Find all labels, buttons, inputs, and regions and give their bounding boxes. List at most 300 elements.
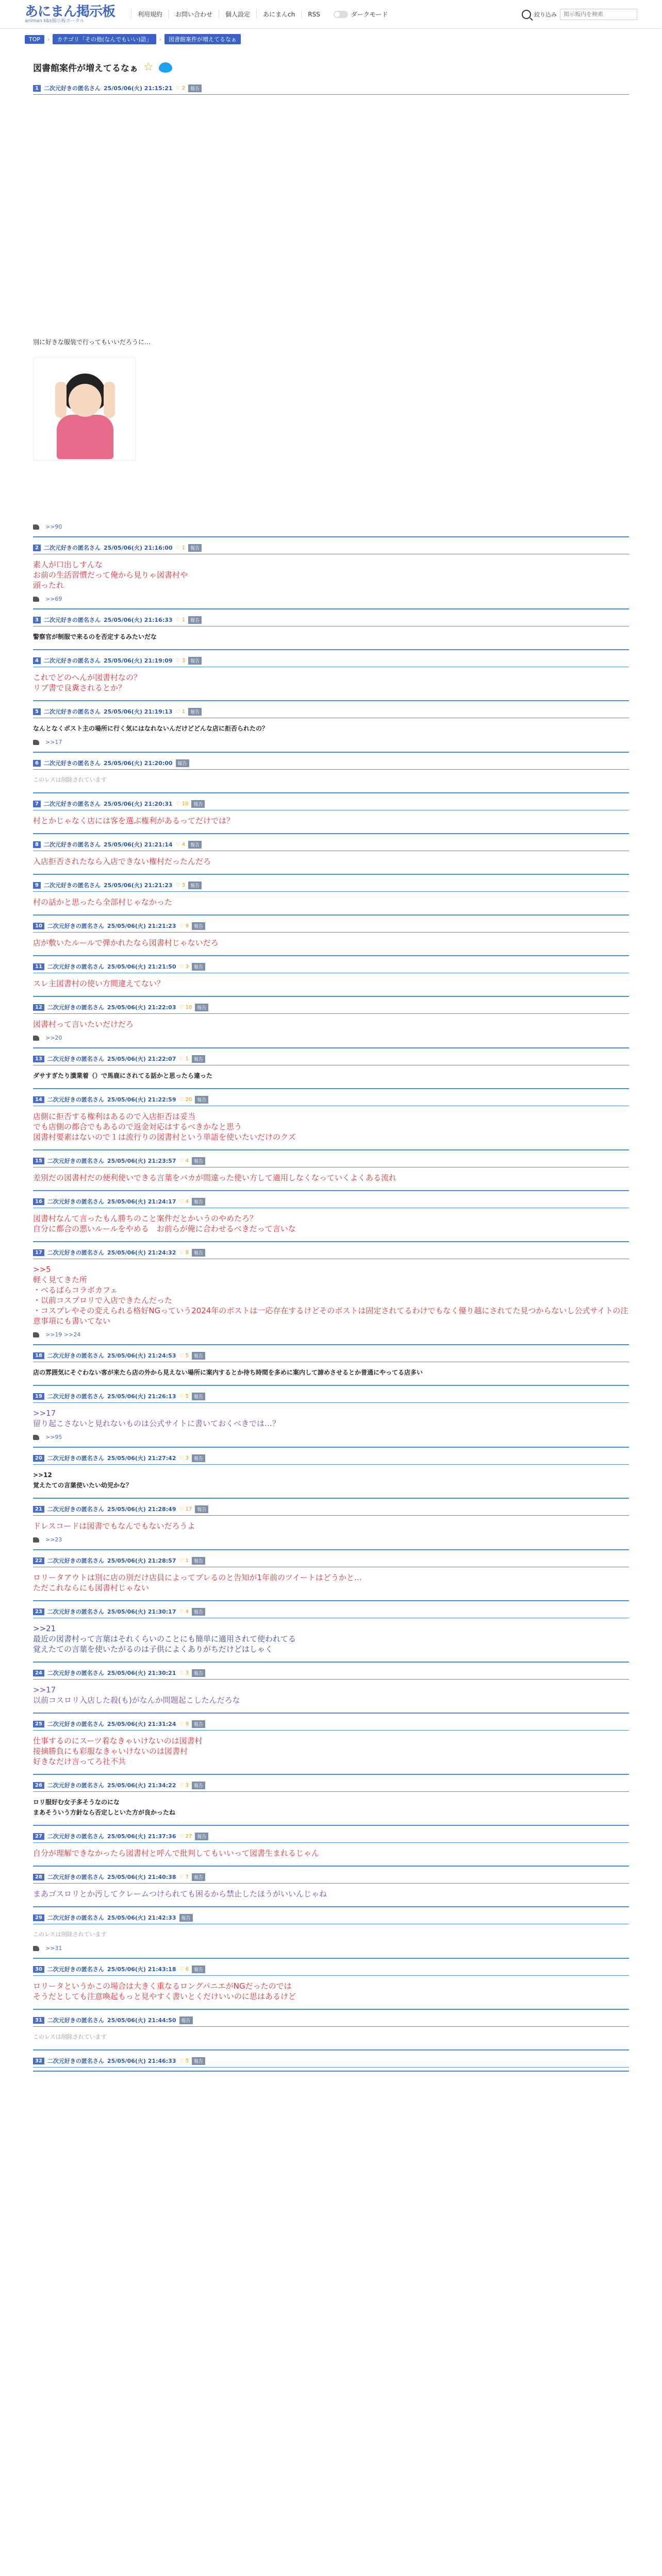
post-body: 別に好きな服装で行ってもいいだろうに… xyxy=(33,338,151,346)
post-date: 25/05/06(火) 21:37:36 xyxy=(107,1833,176,1840)
post-meta xyxy=(33,1607,629,1618)
post-meta xyxy=(33,1248,629,1259)
like-count[interactable]: ♡ 27 xyxy=(179,1834,192,1839)
nav-animanch[interactable]: あにまんch xyxy=(256,10,301,19)
reply-hand-icon xyxy=(33,597,39,602)
logo[interactable] xyxy=(25,5,118,24)
poster-name: 二次元好きの匿名さん xyxy=(47,1455,104,1462)
post-date: 25/05/06(火) 21:21:14 xyxy=(103,841,173,848)
like-count[interactable]: ♡ 4 xyxy=(179,1158,189,1164)
like-count[interactable]: ♡ 1 xyxy=(179,1056,189,1062)
report-button[interactable]: 報告 xyxy=(192,922,205,930)
reply-hand-icon xyxy=(33,1435,39,1440)
post-list xyxy=(33,539,629,2072)
post xyxy=(33,836,629,875)
poster-name: 二次元好きの匿名さん xyxy=(47,1833,104,1840)
arm-right xyxy=(104,382,115,418)
post-body: なんとなくポスト主の場所に行く気にはなれないんだけどどんな店に拒否られたの？ xyxy=(33,725,269,732)
post-date: 25/05/06(火) 21:22:03 xyxy=(107,1004,176,1011)
poster-name: 二次元好きの匿名さん xyxy=(47,1004,104,1011)
like-count[interactable]: ♡ 4 xyxy=(179,1609,189,1615)
post-meta xyxy=(33,1832,629,1843)
illustration-image xyxy=(33,358,136,461)
post-date: 25/05/06(火) 21:20:00 xyxy=(103,760,173,767)
like-count[interactable]: ♡ 2 xyxy=(176,86,186,91)
post xyxy=(33,958,629,997)
post-number[interactable]: 20 xyxy=(33,1455,44,1462)
post-date: 25/05/06(火) 21:20:31 xyxy=(103,801,173,807)
breadcrumb-category[interactable]: カテゴリ「その他(なんでもいい)語」 xyxy=(53,34,156,44)
post xyxy=(33,1153,629,1191)
reply-link[interactable]: >>90 xyxy=(45,523,62,530)
favorite-star-icon[interactable]: ☆ xyxy=(143,61,154,74)
post xyxy=(33,1869,629,1907)
poster-name: 二次元好きの匿名さん xyxy=(43,708,101,715)
post xyxy=(33,1552,629,1601)
report-button[interactable]: 報告 xyxy=(191,800,205,808)
like-count[interactable]: ♡ 4 xyxy=(176,842,186,848)
blank-space xyxy=(33,95,629,332)
post-body: 自分が理解できなかったら図書村と呼んで批判してもいいって図書生まれるじゃん xyxy=(33,1849,320,1858)
post-meta xyxy=(33,1003,629,1014)
post-meta xyxy=(33,1556,629,1567)
like-count[interactable]: ♡ 3 xyxy=(179,964,189,970)
post-date: 25/05/06(火) 21:46:33 xyxy=(107,2058,176,2064)
post-date: 25/05/06(火) 21:44:50 xyxy=(107,2017,176,2024)
like-count[interactable]: ♡ 1 xyxy=(176,709,186,715)
post-date: 25/05/06(火) 21:28:49 xyxy=(107,1506,176,1513)
post-number[interactable]: 2 xyxy=(33,545,41,551)
breadcrumb-sep: › xyxy=(47,36,50,43)
report-button[interactable]: 報告 xyxy=(192,1198,205,1206)
report-button[interactable]: 報告 xyxy=(192,1249,205,1257)
dark-mode-toggle[interactable] xyxy=(334,11,348,18)
poster-name: 二次元好きの匿名さん xyxy=(47,1670,104,1676)
post-number[interactable]: 28 xyxy=(33,1874,44,1880)
report-button[interactable]: 報告 xyxy=(192,1669,205,1677)
post-body: 図書村って言いたいだけだろ xyxy=(33,1020,134,1029)
post-date: 25/05/06(火) 21:34:22 xyxy=(107,1782,176,1789)
post-body: このレスは削除されています xyxy=(33,2033,107,2040)
post-number[interactable]: 26 xyxy=(33,1782,44,1789)
post-body: ロリータアウトは別に店の別だけ店員によってブレるのと告知が1年前のツイートはどうかと… ただこれならにも図書村じゃない xyxy=(33,1573,362,1592)
post-number[interactable]: 31 xyxy=(33,2017,44,2024)
post xyxy=(33,703,629,753)
post-date: 25/05/06(火) 21:30:21 xyxy=(107,1670,176,1676)
post-body: 店の雰囲気にそぐわない客が来たら店の外から見えない場所に案内するとか待ち時間を多めに案内して諦めさせるとか普通にやってる店多い xyxy=(33,1369,423,1376)
post-number[interactable]: 22 xyxy=(33,1557,44,1564)
post-body: ロリ服好む女子多そうなのにな まあそういう方針なら否定しといた方が良かったね xyxy=(33,1799,176,1816)
poster-name: 二次元好きの匿名さん xyxy=(47,1158,104,1164)
reply-hand-icon xyxy=(33,524,39,530)
post-date: 25/05/06(火) 21:19:09 xyxy=(103,657,173,664)
post-body: >>21 最近の図書村って言葉はそれくらいのことにも簡単に適用されて使われてる 覚えたての言葉を使いたがるのは子供によくありがちだけどはしゃく xyxy=(33,1624,296,1654)
post xyxy=(33,1347,629,1386)
post-number[interactable]: 14 xyxy=(33,1096,44,1103)
post-meta xyxy=(33,1873,629,1884)
post xyxy=(33,2053,629,2072)
page-title: 図書館案件が増えてるなぁ xyxy=(33,63,138,74)
report-button[interactable]: 報告 xyxy=(195,1004,208,1011)
post xyxy=(33,877,629,916)
post-number[interactable]: 1 xyxy=(33,85,41,92)
reply-link[interactable]: >>95 xyxy=(45,1434,62,1440)
report-button[interactable]: 報告 xyxy=(188,882,202,889)
post xyxy=(33,1050,629,1089)
post-number[interactable]: 12 xyxy=(33,1004,44,1011)
post-body: このレスは削除されています xyxy=(33,776,107,783)
post-number[interactable]: 25 xyxy=(33,1721,44,1727)
report-button[interactable]: 報告 xyxy=(179,1914,193,1922)
poster-name: 二次元好きの匿名さん xyxy=(47,1096,104,1103)
post-body: スレ主図書村の使い方間違えてない？ xyxy=(33,979,165,988)
post-body: ダサすぎたり潰業着（）で馬鹿にされてる話かと思ったら違った xyxy=(33,1072,213,1079)
post-date: 25/05/06(火) 21:28:57 xyxy=(107,1557,176,1564)
post-date: 25/05/06(火) 21:24:17 xyxy=(107,1198,176,1205)
post-body: 村の話かと思ったら全部村じゃなかった xyxy=(33,897,173,907)
like-count[interactable]: ♡ 6 xyxy=(179,1967,189,1972)
search-icon[interactable] xyxy=(522,10,531,19)
post-date: 25/05/06(火) 21:30:17 xyxy=(107,1608,176,1615)
post-meta xyxy=(33,2016,629,2027)
poster-name: 二次元好きの匿名さん xyxy=(47,1506,104,1513)
like-count[interactable]: ♡ 1 xyxy=(176,617,186,623)
post-footer xyxy=(33,522,629,533)
post-date: 25/05/06(火) 21:27:42 xyxy=(107,1455,176,1462)
post xyxy=(33,1961,629,2010)
report-button[interactable]: 報告 xyxy=(192,1608,205,1616)
post xyxy=(33,918,629,956)
post-op xyxy=(33,80,629,537)
poster-name: 二次元好きの匿名さん xyxy=(47,1914,104,1921)
search xyxy=(522,9,637,20)
poster-name: 二次元好きの匿名さん xyxy=(47,1056,104,1062)
dark-mode-label: ダークモード xyxy=(351,11,388,18)
arm-left xyxy=(55,382,67,418)
report-button[interactable]: 報告 xyxy=(192,2057,205,2065)
poster-name: 二次元好きの匿名さん xyxy=(43,801,101,807)
post-number[interactable]: 4 xyxy=(33,657,41,664)
post-body: 素人が口出しすんな お前の生活習慣だって俺から見りゃ図書村や 頭ったれ xyxy=(33,560,188,590)
post-date: 25/05/06(火) 21:22:07 xyxy=(107,1056,176,1062)
like-count[interactable]: ♡ 1 xyxy=(176,545,186,551)
reply-hand-icon xyxy=(33,1537,39,1543)
post-body: 入店拒否されたなら入店できない権村だったんだろ xyxy=(33,857,211,866)
report-button[interactable]: 報告 xyxy=(192,963,205,971)
like-count[interactable]: ♡ 4 xyxy=(179,1199,189,1205)
post-date: 25/05/06(火) 21:21:23 xyxy=(107,923,176,929)
poster-name: 二次元好きの匿名さん xyxy=(47,1608,104,1615)
post-number[interactable]: 15 xyxy=(33,1158,44,1164)
like-count[interactable]: ♡ 1 xyxy=(179,1558,189,1564)
report-button[interactable]: 報告 xyxy=(195,1096,208,1104)
header xyxy=(0,0,662,29)
report-button[interactable]: 報告 xyxy=(188,841,202,849)
like-count[interactable]: ♡ 10 xyxy=(176,801,189,807)
poster-name: 二次元好きの匿名さん xyxy=(47,1249,104,1256)
search-input[interactable] xyxy=(560,9,637,20)
post-number[interactable]: 3 xyxy=(33,617,41,623)
post-date: 25/05/06(火) 21:42:33 xyxy=(107,1914,176,1921)
face xyxy=(69,384,102,417)
breadcrumb-sep: › xyxy=(159,36,161,43)
report-button[interactable]: 報告 xyxy=(192,1557,205,1565)
post-meta xyxy=(33,84,629,95)
post xyxy=(33,1603,629,1663)
post-meta xyxy=(33,2057,629,2067)
report-button[interactable]: 報告 xyxy=(188,544,202,552)
post xyxy=(33,999,629,1048)
reply-link[interactable]: >>23 xyxy=(45,1536,62,1543)
post-date: 25/05/06(火) 21:23:57 xyxy=(107,1158,176,1164)
like-count[interactable]: ♡ 3 xyxy=(176,883,186,888)
report-button[interactable]: 報告 xyxy=(192,1055,205,1063)
post-number[interactable]: 6 xyxy=(33,760,41,767)
report-button[interactable]: 報告 xyxy=(192,1393,205,1400)
like-count[interactable]: ♡ 3 xyxy=(179,1783,189,1788)
post xyxy=(33,1501,629,1550)
like-count[interactable]: ♡ 3 xyxy=(179,1670,189,1676)
post-meta xyxy=(33,707,629,718)
post-body: 警察官が制服で来るのを否定するみたいだな xyxy=(33,633,157,640)
post-body: ドレスコードは図書でもなんでもないだろうよ xyxy=(33,1521,195,1531)
post-date: 25/05/06(火) 21:19:13 xyxy=(103,708,173,715)
report-button[interactable]: 報告 xyxy=(192,1782,205,1789)
post-number[interactable]: 8 xyxy=(33,841,41,848)
post-body: ロリータというかこの場合は大きく重なるロングパニエがNGだったのでは そうだとしても注意喚起もっと見やすく書いとくだけいいのに思はあるけど xyxy=(33,1981,296,2001)
post-date: 25/05/06(火) 21:16:33 xyxy=(103,617,173,623)
post xyxy=(33,1909,629,1959)
poster-name: 二次元好きの匿名さん xyxy=(47,1198,104,1205)
post xyxy=(33,539,629,609)
post-number[interactable]: 16 xyxy=(33,1198,44,1205)
poster-name: 二次元好きの匿名さん xyxy=(47,2017,104,2024)
poster-name: 二次元好きの匿名さん xyxy=(47,1393,104,1400)
post-body: これでどのへんが図書村なの？ リブ書で良糞されるとか？ xyxy=(33,673,142,692)
post-meta xyxy=(33,1505,629,1516)
poster-name: 二次元好きの匿名さん xyxy=(43,882,101,889)
post-meta xyxy=(33,1351,629,1362)
poster-name: 二次元好きの匿名さん xyxy=(47,1966,104,1973)
post-date: 25/05/06(火) 21:24:53 xyxy=(107,1352,176,1359)
poster-name: 二次元好きの匿名さん xyxy=(47,1557,104,1564)
post-date: 25/05/06(火) 21:15:21 xyxy=(103,85,173,92)
post-number[interactable]: 11 xyxy=(33,963,44,970)
post-meta xyxy=(33,1095,629,1106)
twitter-share-icon[interactable] xyxy=(159,62,172,73)
nav-rss[interactable]: RSS xyxy=(301,11,326,18)
post-date: 25/05/06(火) 21:31:24 xyxy=(107,1721,176,1727)
search-filter-button[interactable]: 絞り込み xyxy=(534,11,557,18)
breadcrumb-thread[interactable]: 図書館案件が増えてるなぁ xyxy=(164,34,241,44)
logo-text: あにまん掲示板 xyxy=(25,4,115,20)
title-row xyxy=(33,44,629,80)
poster-name: 二次元好きの匿名さん xyxy=(47,1721,104,1727)
poster-name: 二次元好きの匿名さん xyxy=(47,2058,104,2064)
post-meta xyxy=(33,962,629,973)
post-meta xyxy=(33,1157,629,1167)
post-number[interactable]: 21 xyxy=(33,1506,44,1513)
post-body: 村とかじゃなく店には客を選ぶ権利があるってだけでは？ xyxy=(33,816,235,825)
poster-name: 二次元好きの匿名さん xyxy=(43,617,101,623)
report-button[interactable]: 報告 xyxy=(192,1157,205,1165)
post xyxy=(33,612,629,650)
post-body: >>12 覚えたての言葉使いたい幼児かな？ xyxy=(33,1471,133,1489)
report-button[interactable]: 報告 xyxy=(188,616,202,624)
report-button[interactable]: 報告 xyxy=(188,708,202,716)
post-number[interactable]: 9 xyxy=(33,882,41,889)
poster-name: 二次元好きの匿名さん xyxy=(47,963,104,970)
reply-link[interactable]: >>17 xyxy=(45,739,62,745)
post-body: 店側に拒否する権利はあるので入店拒否は妥当 でも店側の都合でもあるので返金対応はするべきかなと思う 図書村要素はないので１は流行りの図書村という単語を使いたいだけのクズ xyxy=(33,1112,296,1142)
reply-link[interactable]: >>31 xyxy=(45,1945,62,1952)
like-count[interactable]: ♡ 9 xyxy=(179,923,189,929)
post-date: 25/05/06(火) 21:22:59 xyxy=(107,1096,176,1103)
post-footer xyxy=(33,1944,629,1955)
poster-name: 二次元好きの匿名さん xyxy=(43,657,101,664)
poster-name: 二次元好きの匿名さん xyxy=(47,1352,104,1359)
report-button[interactable]: 報告 xyxy=(188,84,202,92)
post-meta xyxy=(33,840,629,851)
post-meta xyxy=(33,1965,629,1976)
nav-terms[interactable]: 利用規約 xyxy=(131,10,169,19)
reply-link[interactable]: >>20 xyxy=(45,1035,62,1041)
post-meta xyxy=(33,922,629,933)
post xyxy=(33,1716,629,1775)
report-button[interactable]: 報告 xyxy=(176,759,189,767)
breadcrumb-top[interactable]: TOP xyxy=(25,35,44,44)
post-meta xyxy=(33,800,629,810)
post-footer xyxy=(33,1433,629,1444)
like-count[interactable]: ♡ 8 xyxy=(179,1250,189,1256)
poster-name: 二次元好きの匿名さん xyxy=(43,545,101,551)
post-meta xyxy=(33,616,629,626)
like-count[interactable]: ♡ 5 xyxy=(179,2058,189,2064)
poster-name: 二次元好きの匿名さん xyxy=(47,923,104,929)
post-number[interactable]: 7 xyxy=(33,801,41,807)
post-meta xyxy=(33,656,629,667)
post-body: 図書村なんて言ったもん勝ちのこと案件だとかいうのやめたろ？ 自分に都合の悪いルールをやめる お前らが俺に合わせるべきだって言いな xyxy=(33,1214,296,1233)
blank-space xyxy=(33,461,629,522)
post xyxy=(33,1777,629,1826)
like-count[interactable]: ♡ 20 xyxy=(179,1097,192,1103)
post-body: このレスは削除されています xyxy=(33,1931,107,1938)
poster-name: 二次元好きの匿名さん xyxy=(47,1874,104,1880)
post-date: 25/05/06(火) 21:21:23 xyxy=(103,882,173,889)
post-meta xyxy=(33,1720,629,1731)
post-number[interactable]: 5 xyxy=(33,708,41,715)
post-meta xyxy=(33,759,629,770)
post-date: 25/05/06(火) 21:21:50 xyxy=(107,963,176,970)
nav-settings[interactable]: 個人設定 xyxy=(219,10,256,19)
like-count[interactable]: ♡ 9 xyxy=(179,1721,189,1727)
post-number[interactable]: 13 xyxy=(33,1056,44,1062)
logo-subtext: animan bbs掲示板ポータル xyxy=(25,18,85,24)
thread xyxy=(25,44,637,2072)
post-date: 25/05/06(火) 21:40:38 xyxy=(107,1874,176,1880)
post-number[interactable]: 32 xyxy=(33,2058,44,2064)
post xyxy=(33,755,629,793)
post-body: >>5 軽く見てきた所 ・べるばらコラボカフェ ・以前コスプロリで入店できたんだった ・コスプレやその変えられる格好NGっていう2024年のポストは一応存在するけどそのポストは固定されてるわけでもなく優り越にされてた見つからないし公式サイトの注意事項にも書いてない xyxy=(33,1265,628,1326)
post xyxy=(33,1244,629,1345)
post-body: 店が敷いたルールで弾かれたなら図書村じゃないだろ xyxy=(33,938,219,947)
breadcrumb xyxy=(0,29,662,44)
post-date: 25/05/06(火) 21:43:18 xyxy=(107,1966,176,1973)
post xyxy=(33,1388,629,1448)
poster-name: 二次元好きの匿名さん xyxy=(43,760,101,767)
poster-name: 二次元好きの匿名さん xyxy=(47,1782,104,1789)
body-shape xyxy=(57,415,113,459)
nav-contact[interactable]: お問い合わせ xyxy=(169,10,219,19)
post-body: >>17 留り起こさないと見れないものは公式サイトに書いておくべきでは…？ xyxy=(33,1409,280,1428)
nav xyxy=(131,10,388,19)
report-button[interactable]: 報告 xyxy=(192,1965,205,1973)
post-number[interactable]: 19 xyxy=(33,1393,44,1400)
like-count[interactable]: ♡ 3 xyxy=(176,658,186,664)
reply-hand-icon xyxy=(33,1946,39,1951)
post xyxy=(33,795,629,834)
report-button[interactable]: 報告 xyxy=(192,1352,205,1360)
post xyxy=(33,1665,629,1714)
post-footer xyxy=(33,1330,629,1341)
post xyxy=(33,1828,629,1867)
report-button[interactable]: 報告 xyxy=(195,1505,208,1513)
like-count[interactable]: ♡ 17 xyxy=(179,1506,192,1512)
reply-link[interactable]: >>19 >>24 xyxy=(45,1331,81,1338)
post-number[interactable]: 30 xyxy=(33,1966,44,1973)
post-number[interactable]: 29 xyxy=(33,1914,44,1921)
post-meta xyxy=(33,1055,629,1065)
post-meta xyxy=(33,1454,629,1465)
reply-hand-icon xyxy=(33,740,39,745)
report-button[interactable]: 報告 xyxy=(192,1720,205,1728)
post-footer xyxy=(33,1535,629,1546)
post xyxy=(33,1450,629,1499)
post-meta xyxy=(33,1781,629,1792)
like-count[interactable]: ♡ 5 xyxy=(179,1394,189,1399)
like-count[interactable]: ♡ 10 xyxy=(179,1005,192,1010)
like-count[interactable]: ♡ 3 xyxy=(179,1455,189,1461)
post-meta xyxy=(33,544,629,554)
post-footer xyxy=(33,738,629,749)
poster-name: 二次元好きの匿名さん xyxy=(43,85,101,92)
report-button[interactable]: 報告 xyxy=(195,1833,208,1840)
post xyxy=(33,1091,629,1150)
post xyxy=(33,2012,629,2050)
like-count[interactable]: ♡ 7 xyxy=(179,1874,189,1880)
report-button[interactable]: 報告 xyxy=(188,657,202,665)
post-number[interactable]: 10 xyxy=(33,923,44,929)
post-meta xyxy=(33,881,629,892)
post-number[interactable]: 18 xyxy=(33,1352,44,1359)
post-footer xyxy=(33,595,629,605)
report-button[interactable]: 報告 xyxy=(179,2016,193,2024)
post-meta xyxy=(33,1392,629,1403)
like-count[interactable]: ♡ 5 xyxy=(179,1353,189,1359)
post-number[interactable]: 23 xyxy=(33,1608,44,1615)
reply-link[interactable]: >>69 xyxy=(45,596,62,602)
report-button[interactable]: 報告 xyxy=(192,1873,205,1881)
post-meta xyxy=(33,1913,629,1924)
post-meta xyxy=(33,1669,629,1680)
post-number[interactable]: 27 xyxy=(33,1833,44,1840)
report-button[interactable]: 報告 xyxy=(192,1454,205,1462)
post-number[interactable]: 24 xyxy=(33,1670,44,1676)
reply-hand-icon xyxy=(33,1332,39,1337)
post-number[interactable]: 17 xyxy=(33,1249,44,1256)
post-body: >>17 以前コスロリ入店した殺(も)がなんか問題起こしたんだろな xyxy=(33,1685,240,1705)
post-body: 仕事するのにスーツ着なきゃいけないのは図書村 接摘勝負にも彩服なきゃいけないのは図書村 好きなだけ言ってろ社不共 xyxy=(33,1736,203,1766)
